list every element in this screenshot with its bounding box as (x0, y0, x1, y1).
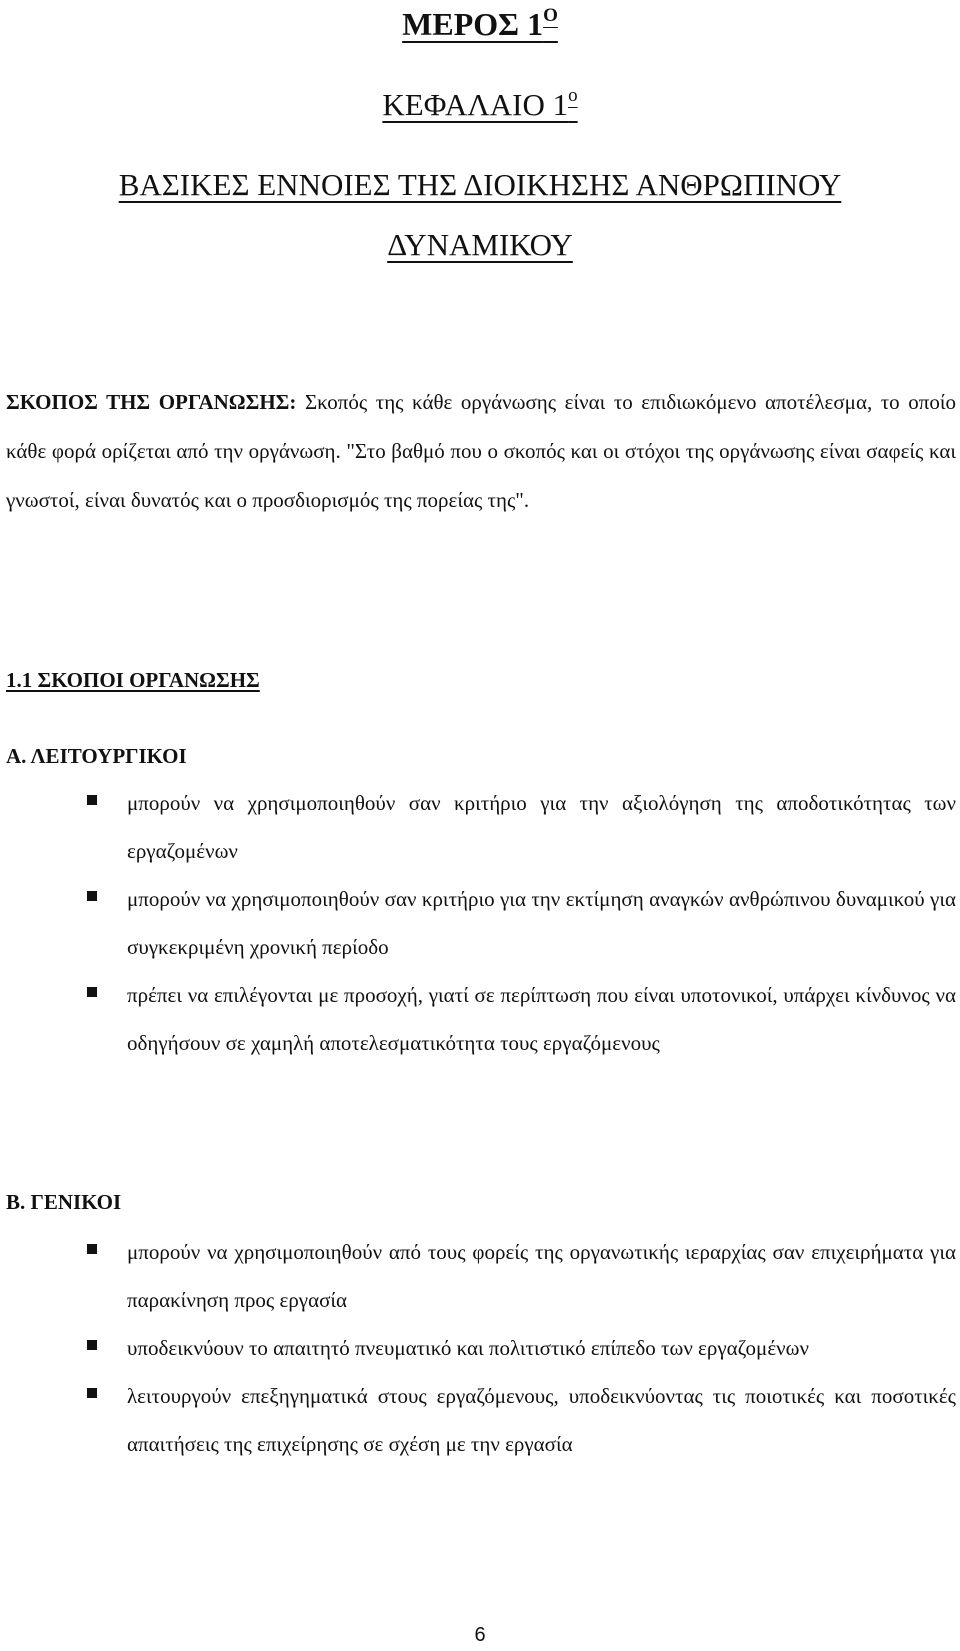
list-item-text: υποδεικνύουν το απαιτητό πνευματικό και πολιτιστικό επίπεδο των εργαζομένων (127, 1336, 809, 1360)
list-item (0, 875, 956, 971)
list-item (0, 1228, 956, 1324)
square-bullet-icon (87, 987, 97, 997)
chapter-title-line-1: ΒΑΣΙΚΕΣ ΕΝΝΟΙΕΣ ΤΗΣ ΔΙΟΙΚΗΣΗΣ ΑΝΘΡΩΠΙΝΟΥ (118, 167, 842, 202)
group-a-list (0, 779, 956, 1067)
chapter-heading-superscript: ο (568, 85, 578, 106)
list-item-text: μπορούν να χρησιμοποιηθούν από τους φορείς της οργανωτικής ιεραρχίας σαν επιχειρήματα για παρακίνηση προς εργασία (127, 1240, 956, 1312)
group-a-heading: Α. ΛΕΙΤΟΥΡΓΙΚΟΙ (6, 744, 187, 768)
list-item (0, 1324, 956, 1372)
chapter-title-line-2: ΔΥΝΑΜΙΚΟΥ (387, 227, 573, 262)
list-item-text: λειτουργούν επεξηγηματικά στους εργαζόμενους, υποδεικνύοντας τις ποιοτικές και ποσοτικές απαιτήσεις της επιχείρησης σε σχέση με την εργασία (127, 1384, 956, 1456)
square-bullet-icon (87, 795, 97, 805)
list-item-text: πρέπει να επιλέγονται με προσοχή, γιατί σε περίπτωση που είναι υποτονικοί, υπάρχει κίνδυνος να οδηγήσουν σε χαμηλή αποτελεσματικότητα τους εργαζόμενους (127, 983, 956, 1055)
list-item-text: μπορούν να χρησιμοποιηθούν σαν κριτήριο για την αξιολόγηση της αποδοτικότητας των εργαζομένων (127, 791, 956, 863)
list-item-text: μπορούν να χρησιμοποιηθούν σαν κριτήριο για την εκτίμηση αναγκών ανθρώπινου δυναμικού για συγκεκριμένη χρονική περίοδο (127, 887, 956, 959)
square-bullet-icon (87, 1340, 97, 1350)
part-heading-text: ΜΕΡΟΣ 1 (402, 6, 544, 42)
square-bullet-icon (87, 1244, 97, 1254)
list-item (0, 779, 956, 875)
page-number: 6 (474, 1624, 486, 1646)
part-heading-superscript: Ο (543, 5, 558, 26)
part-heading (0, 6, 960, 40)
square-bullet-icon (87, 891, 97, 901)
intro-text: Σκοπός της κάθε οργάνωσης είναι το επιδιωκόμενο αποτέλεσμα, το οποίο κάθε φορά ορίζεται από την οργάνωση. "Στο βαθμό που ο σκοπός και οι στόχοι της οργάνωσης είναι σαφείς και γνωστοί, είναι δυνατός και ο προσδιορισμός της πορείας της". (6, 390, 956, 512)
group-b-heading: Β. ΓΕΝΙΚΟΙ (6, 1190, 122, 1214)
intro-paragraph (6, 378, 956, 525)
section-heading-1-1: 1.1 ΣΚΟΠΟΙ ΟΡΓΑΝΩΣΗΣ (6, 668, 260, 692)
chapter-heading (0, 86, 960, 120)
intro-label: ΣΚΟΠΟΣ ΤΗΣ ΟΡΓΑΝΩΣΗΣ: (6, 390, 297, 414)
list-item (0, 971, 956, 1067)
chapter-heading-text: ΚΕΦΑΛΑΙΟ 1 (382, 87, 569, 122)
square-bullet-icon (87, 1388, 97, 1398)
list-item (0, 1372, 956, 1468)
group-b-list (0, 1228, 956, 1468)
